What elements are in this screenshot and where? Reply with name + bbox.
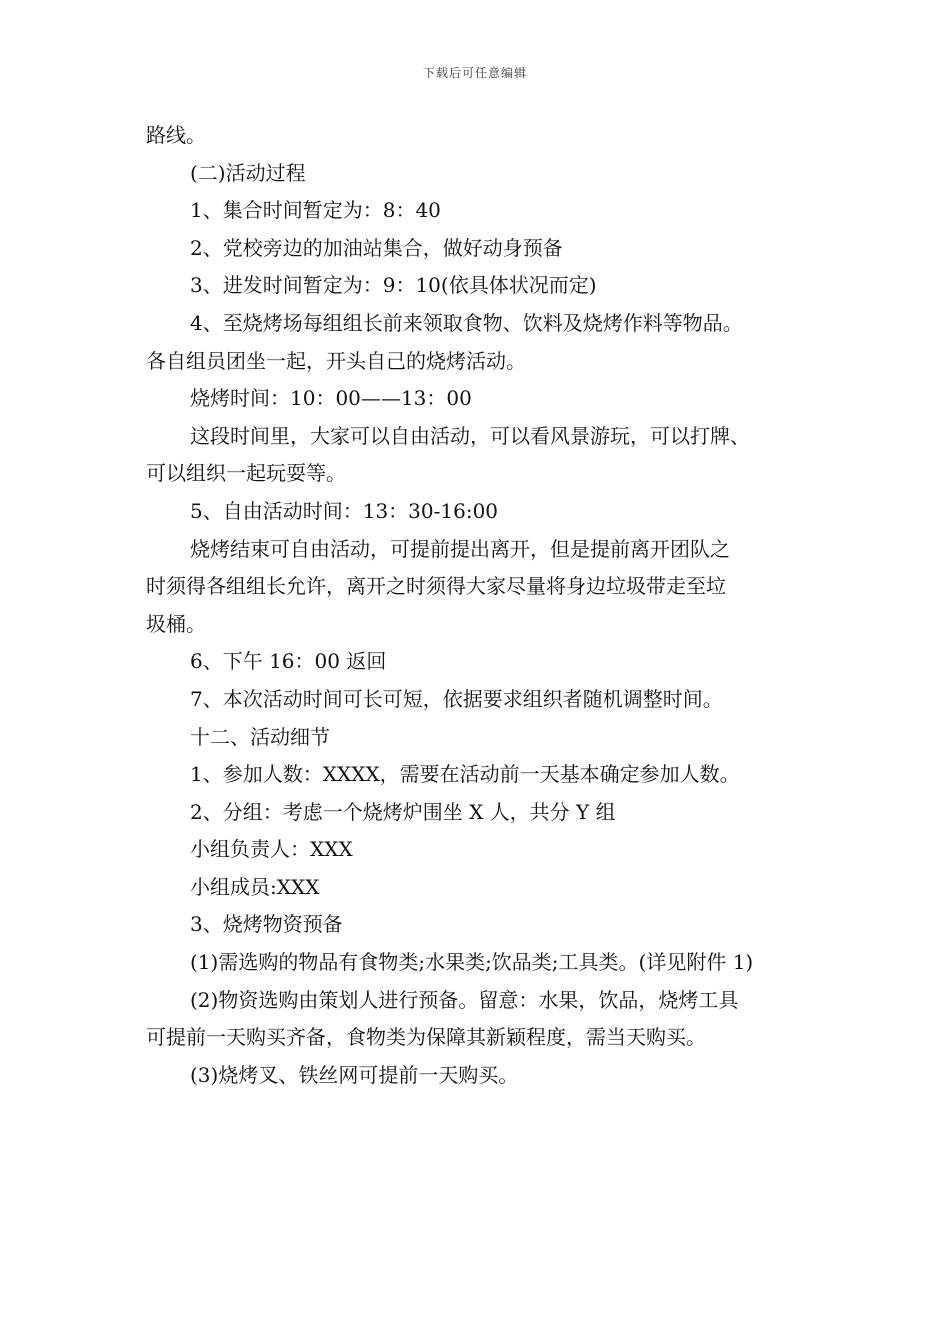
- text-line: 各自组员团坐一起，开头自己的烧烤活动。: [146, 348, 526, 373]
- text-line: (1)需选购的物品有食物类;水果类;饮品类;工具类。(详见附件 1): [190, 950, 754, 975]
- text-line: 这段时间里，大家可以自由活动，可以看风景游玩，可以打牌、: [190, 423, 750, 448]
- text-line: 烧烤时间：10：00——13：00: [190, 386, 472, 411]
- text-line: (3)烧烤叉、铁丝网可提前一天购买。: [190, 1062, 519, 1087]
- page-header: 下载后可任意编辑: [422, 66, 527, 80]
- text-line: 3、进发时间暂定为：9：10(依具体状况而定): [190, 273, 597, 298]
- text-line: 小组负责人：XXX: [190, 837, 353, 862]
- text-line: 圾桶。: [146, 611, 206, 636]
- text-line: 2、党校旁边的加油站集合，做好动身预备: [190, 235, 563, 260]
- text-line: 5、自由活动时间：13：30-16:00: [190, 498, 499, 523]
- text-line: 可以组织一起玩耍等。: [146, 461, 346, 486]
- text-line: (2)物资选购由策划人进行预备。留意：水果，饮品，烧烤工具: [190, 987, 739, 1012]
- document-body: [146, 117, 822, 1094]
- text-line: 路线。: [146, 123, 206, 147]
- text-line: 小组成员:XXX: [190, 874, 320, 899]
- text-line: 7、本次活动时间可长可短，依据要求组织者随机调整时间。: [190, 686, 723, 711]
- text-line: 1、参加人数：XXXX，需要在活动前一天基本确定参加人数。: [190, 762, 740, 787]
- text-line: 可提前一天购买齐备，食物类为保障其新颖程度，需当天购买。: [146, 1025, 706, 1050]
- text-line: 6、下午 16：00 返回: [190, 649, 387, 674]
- text-line: 十二、活动细节: [190, 724, 330, 749]
- text-line: 1、集合时间暂定为：8：40: [190, 198, 441, 223]
- text-line: 时须得各组组长允许，离开之时须得大家尽量将身边垃圾带走至垃: [146, 574, 726, 599]
- text-line: (二)活动过程: [190, 160, 306, 185]
- text-line: 4、至烧烤场每组组长前来领取食物、饮料及烧烤作料等物品。: [190, 310, 743, 335]
- text-line: 烧烤结束可自由活动，可提前提出离开，但是提前离开团队之: [190, 536, 730, 561]
- text-line: 2、分组：考虑一个烧烤炉围坐 X 人，共分 Y 组: [190, 799, 616, 824]
- text-line: 3、烧烤物资预备: [190, 912, 343, 937]
